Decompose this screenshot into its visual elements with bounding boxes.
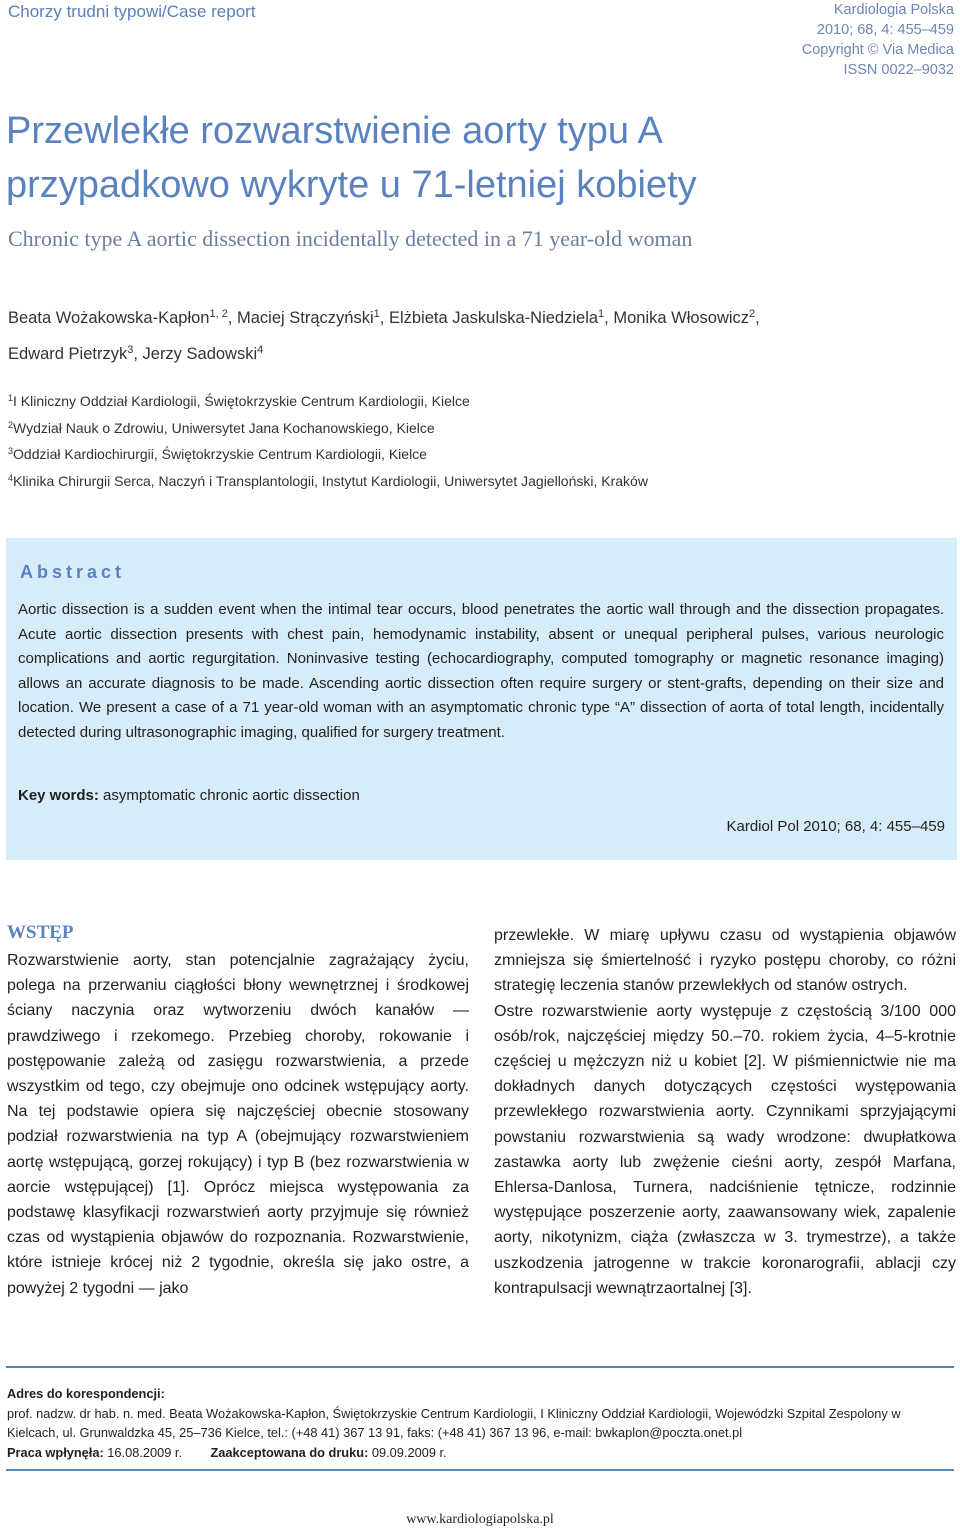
author-name: Monika Włosowicz: [613, 309, 750, 327]
affiliation-text: Wydział Nauk o Zdrowiu, Uniwersytet Jana Kochanowskiego, Kielce: [13, 419, 435, 436]
author-affiliation-sup: 1: [373, 308, 380, 320]
body-paragraph: Rozwarstwienie aorty, stan potencjalnie zagrażający życiu, polega na przerwaniu ciągłości błony wewnętrznej i środkowej ściany naczynia oraz wytworzeniu dwóch kanałów — prawdziwego i rzekomego. Przebieg choroby, rokowanie i postępowanie zależą od zasięgu rozwarstwienia, a przede wszystkim od tego, czy obejmuje ono odcinek wstępujący aorty. Na tej podstawie opiera się najczęściej obecnie stosowany podział rozwarstwienia na typ A (obejmujący rozwarstwieniem aortę wstępującą, gorzej rokujący) i typ B (bez rozwarstwienia w aorcie wstępującej) [1]. Oprócz miejsca występowania za podstawę klasyfikacji rozwarstwień aorty przyjmuje się również czas od wystąpienia objawów do rozpoznania. Rozwarstwienie, które istnieje krócej niż 2 tygodnie, określa się jako ostre, a powyżej 2 tygodni — jako: [7, 952, 469, 1297]
divider-bottom: [6, 1469, 954, 1471]
author-affiliation-sup: 4: [257, 344, 264, 356]
keywords-label: Key words:: [18, 787, 99, 804]
keywords-value: asymptomatic chronic aortic dissection: [103, 787, 360, 804]
author-list: Beata Wożakowska-Kapłon$^{1, 2}$, Maciej Strączyński$^1$, Elżbieta Jaskulska-Niedziela$^1$, Monika Włosowicz$^2$, Edward Pietrzyk$^3$, Jerzy Sadowski$^4$: [8, 308, 760, 363]
received-label: Praca wpłynęła:: [7, 1444, 104, 1460]
author-affiliation-sup: 2: [749, 308, 756, 320]
abstract-heading: Abstract: [20, 562, 126, 582]
title-line-1: Przewlekłe rozwarstwienie aorty typu A: [6, 110, 663, 152]
correspondence-address: prof. nadzw. dr hab. n. med. Beata Wożakowska-Kapłon, Świętokrzyskie Centrum Kardiologii, I Kliniczny Oddział Kardiologii, Wojewódzki Szpital Zespolony w Kielcach, ul. Grunwaldzka 45, 25–736 Kielce, tel.: (+48 41) 367 13 91, faks: (+48 41) 367 13 96, e-mail: bwkaplon@poczta.onet.pl: [7, 1405, 901, 1440]
body-paragraph: Ostre rozwarstwienie aorty występuje z częstością 3/100 000 osób/rok, najczęściej między 50.–70. rokiem życia, 4–5-krotnie częściej u mężczyzn niż u kobiet [2]. W piśmiennictwie nie ma dokładnych danych dotyczących częstości występowania przewlekłego rozwarstwienia aorty. Czynnikami sprzyjającymi powstaniu rozwarstwienia są wady wrodzone: dwupłatkowa zastawka aorty lub zwężenie cieśni aorty, zespół Marfana, Ehlersa-Danlosa, Turnera, nadciśnienie tętnicze, rodzinnie występujące poszerzenie aorty, zaawansowany wiek, zapalenie aorty, nikotynizm, ciąża (zwłaszcza w 3. trymestrze), a także uszkodzenia jatrogenne w trakcie koronarografii, ablacji czy kontrapulsacji wewnątrzaortalnej [3].: [494, 1002, 956, 1297]
journal-name: Kardiologia Polska: [833, 2, 954, 18]
journal-info: [802, 0, 954, 80]
affiliation-item: [8, 388, 648, 415]
author-name: Jerzy Sadowski: [142, 345, 258, 363]
divider-top: [6, 1366, 954, 1368]
footer-url[interactable]: www.kardiologiapolska.pl: [406, 1512, 554, 1527]
affiliation-number: 2: [8, 419, 14, 430]
journal-issn: ISSN 0022–9032: [843, 62, 954, 78]
body-column-right: [494, 923, 956, 1301]
article-title: [6, 104, 697, 212]
author-name: Beata Wożakowska-Kapłon: [8, 309, 210, 327]
correspondence-dates: [7, 1443, 952, 1463]
body-column-left: [7, 948, 469, 1301]
accepted-date: 09.09.2009 r.: [371, 1444, 447, 1460]
author-affiliation-sup: 1: [598, 308, 605, 320]
journal-volume: 2010; 68, 4: 455–459: [816, 22, 954, 38]
affiliation-text: Oddział Kardiochirurgii, Świętokrzyskie Centrum Kardiologii, Kielce: [13, 446, 427, 462]
affiliation-list: [8, 388, 648, 494]
affiliation-text: I Kliniczny Oddział Kardiologii, Świętokrzyskie Centrum Kardiologii, Kielce: [13, 393, 470, 409]
article-subtitle: Chronic type A aortic dissection incidentally detected in a 71 year-old woman: [8, 226, 693, 251]
author-affiliation-sup: 1, 2: [209, 308, 228, 320]
correspondence: [7, 1384, 952, 1462]
citation: Kardiol Pol 2010; 68, 4: 455–459: [726, 818, 945, 835]
title-line-2: przypadkowo wykryte u 71-letniej kobiety: [6, 164, 697, 206]
body-paragraph: przewlekłe. W miarę upływu czasu od wystąpienia objawów zmniejsza się śmiertelność i ryzyko postępu choroby, co różni strategię leczenia stanów przewlekłych od stanów ostrych.: [494, 927, 956, 995]
affiliation-number: 4: [8, 472, 14, 483]
author-name: Edward Pietrzyk: [8, 345, 128, 363]
accepted-label: Zaakceptowana do druku:: [210, 1444, 369, 1460]
affiliation-item: [8, 415, 648, 442]
journal-copyright: Copyright © Via Medica: [801, 42, 954, 58]
received-date: 16.08.2009 r.: [107, 1444, 183, 1460]
affiliation-number: 1: [8, 393, 14, 403]
correspondence-label: Adres do korespondencji:: [7, 1386, 165, 1401]
affiliation-item: [8, 441, 648, 468]
keywords: [18, 787, 360, 804]
author-affiliation-sup: 3: [127, 344, 134, 356]
author-name: Maciej Strączyński: [237, 309, 374, 327]
affiliation-text: Klinika Chirurgii Serca, Naczyń i Transplantologii, Instytut Kardiologii, Uniwersytet Jagielloński, Kraków: [13, 472, 648, 489]
affiliation-number: 3: [8, 446, 14, 456]
author-name: Elżbieta Jaskulska-Niedziela: [388, 309, 599, 327]
section-heading: WSTĘP: [7, 922, 74, 943]
section-label: Chorzy trudni typowi/Case report: [8, 2, 256, 21]
abstract-text: Aortic dissection is a sudden event when the intimal tear occurs, blood penetrates the aortic wall through and the dissection propagates. Acute aortic dissection presents with chest pain, hemodynamic instability, absent or unequal peripheral pulses, various neurologic complications and aortic regurgitation. Noninvasive testing (echocardiography, computed tomography or magnetic resonance imaging) allows an accurate diagnosis to be made. Ascending aortic dissection often require surgery or stent-grafts, depending on their size and location. We present a case of a 71 year-old woman with an asymptomatic chronic type “A” dissection of aorta of total length, incidentally detected during ultrasonographic imaging, qualified for surgery treatment.: [18, 601, 944, 741]
affiliation-item: [8, 468, 648, 495]
abstract-box: [6, 538, 957, 860]
